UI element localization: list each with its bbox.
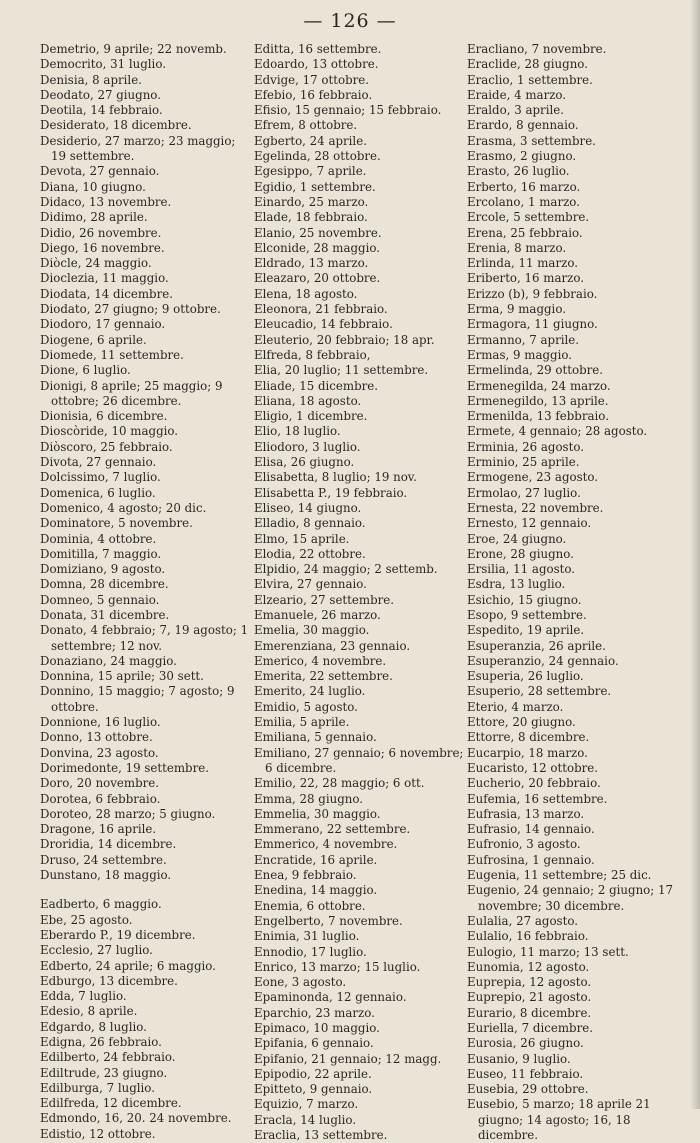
name-entry: Eraclide, 28 giugno.	[467, 57, 588, 72]
name-entry: Dominatore, 5 novembre.	[40, 516, 193, 531]
name-entry: Eraldo, 3 aprile.	[467, 103, 564, 118]
name-entry: Erasmo, 2 giugno.	[467, 149, 577, 164]
name-entry: Dorotea, 6 febbraio.	[40, 791, 161, 806]
name-entry: Engelberto, 7 novembre.	[254, 913, 403, 928]
name-entry: Erminia, 26 agosto.	[467, 439, 585, 454]
name-entry: Dunstano, 18 maggio.	[40, 868, 172, 883]
name-entry: Diodato, 27 giugno; 9 ottobre.	[40, 302, 221, 317]
name-entry: Eraide, 4 marzo.	[467, 87, 567, 102]
name-entry: Edilfreda, 12 dicembre.	[40, 1096, 182, 1111]
name-entry: Domitilla, 7 maggio.	[40, 546, 162, 561]
name-entry: Eleazaro, 20 ottobre.	[254, 271, 381, 286]
name-entry: Ermenegildo, 13 aprile.	[467, 393, 609, 408]
name-entry: Egidio, 1 settembre.	[254, 179, 376, 194]
name-entry: Ermolao, 27 luglio.	[467, 485, 581, 500]
name-entry: Dione, 6 luglio.	[40, 363, 131, 378]
name-entry: Emiliano, 27 gennaio; 6 novembre; 6 dicembre.	[254, 745, 464, 775]
name-entry: Domenica, 6 luglio.	[40, 485, 156, 500]
name-entry: Diego, 16 novembre.	[40, 240, 165, 255]
name-entry: Emelia, 30 maggio.	[254, 623, 370, 638]
name-entry: Eterio, 4 marzo.	[467, 699, 564, 714]
name-entry: Eliana, 18 agosto.	[254, 393, 362, 408]
name-entry: Eusebia, 29 ottobre.	[467, 1082, 589, 1097]
name-entry: Editta, 16 settembre.	[254, 42, 382, 56]
name-entry: Eurosia, 26 giugno.	[467, 1036, 584, 1051]
name-entry: Emerita, 22 settembre.	[254, 669, 393, 684]
name-entry: Eracliano, 7 novembre.	[467, 42, 607, 56]
name-entry: Ernesto, 12 gennaio.	[467, 516, 592, 531]
name-entry: Erena, 25 febbraio.	[467, 225, 583, 240]
name-entry: Eadberto, 6 maggio.	[40, 897, 162, 912]
name-entry: Enedina, 14 maggio.	[254, 883, 378, 898]
name-entry: Eracla, 14 luglio.	[254, 1112, 357, 1127]
name-entry: Dioscòride, 10 maggio.	[40, 424, 179, 439]
name-entry: Euriella, 7 dicembre.	[467, 1021, 593, 1035]
name-entry: Edberto, 24 aprile; 6 maggio.	[40, 958, 216, 973]
name-entry: Epitteto, 9 gennaio.	[254, 1082, 373, 1097]
name-entry: Egelinda, 28 ottobre.	[254, 149, 381, 164]
name-entry: Druso, 24 settembre.	[40, 852, 167, 867]
name-entry: Eusebio, 5 marzo; 18 aprile 21 giugno; 14 agosto; 16, 18 dicembre.	[467, 1097, 651, 1143]
name-entry: Donnina, 15 aprile; 30 sett.	[40, 669, 204, 684]
name-entry: Elena, 18 agosto.	[254, 286, 358, 301]
name-entry: Ermete, 4 gennaio; 28 agosto.	[467, 424, 648, 439]
name-entry: Eufrosina, 1 gennaio.	[467, 852, 595, 867]
name-entry: Egesippo, 7 aprile.	[254, 164, 367, 179]
name-entry: Eliseo, 14 giugno.	[254, 500, 362, 515]
name-entry: Erenia, 8 marzo.	[467, 240, 567, 255]
name-entry: Donata, 31 dicembre.	[40, 607, 170, 622]
name-entry: Emidio, 5 agosto.	[254, 699, 358, 714]
name-entry: Didaco, 13 novembre.	[40, 194, 172, 209]
name-entry: Ediltrude, 23 giugno.	[40, 1065, 168, 1080]
name-entry: Emmerico, 4 novembre.	[254, 837, 398, 852]
name-entry: Edistio, 12 ottobre.	[40, 1126, 156, 1141]
name-entry: Elvira, 27 gennaio.	[254, 577, 367, 592]
name-entry: Eulalia, 27 agosto.	[467, 913, 578, 928]
name-entry: Diòcle, 24 maggio.	[40, 256, 152, 271]
name-entry: Eleuterio, 20 febbraio; 18 apr.	[254, 332, 435, 347]
name-entry: Elodia, 22 ottobre.	[254, 546, 366, 561]
name-entry: Elpidio, 24 maggio; 2 settemb.	[254, 562, 438, 577]
name-entry: Elisabetta, 8 luglio; 19 nov.	[254, 470, 417, 485]
name-entry: Edilburga, 7 luglio.	[40, 1080, 155, 1095]
name-entry: Eucaristo, 12 ottobre.	[467, 760, 599, 775]
name-entry: Domneo, 5 gennaio.	[40, 592, 160, 607]
name-entry: Ettorre, 8 dicembre.	[467, 730, 590, 745]
name-entry: Ettore, 20 giugno.	[467, 715, 576, 730]
name-entry: Erone, 28 giugno.	[467, 546, 574, 561]
name-entry: Ercolano, 1 marzo.	[467, 194, 580, 209]
name-entry: Eroe, 24 giugno.	[467, 531, 567, 546]
name-entry: Diogene, 6 aprile.	[40, 332, 147, 347]
name-entry: Elio, 18 luglio.	[254, 424, 341, 439]
name-entry: Encratide, 16 aprile.	[254, 852, 378, 867]
name-entry: Diomede, 11 settembre.	[40, 347, 184, 362]
name-entry: Edmondo, 16, 20. 24 novembre.	[40, 1111, 232, 1126]
name-entry: Donato, 4 febbraio; 7, 19 agosto; 1 settembre; 12 nov.	[40, 623, 249, 653]
name-entry: Esuperanzio, 24 gennaio.	[467, 653, 619, 668]
name-entry: Elzeario, 27 settembre.	[254, 592, 394, 607]
name-entry: Eurario, 8 dicembre.	[467, 1005, 592, 1020]
name-entry: Donnione, 16 luglio.	[40, 715, 161, 730]
name-entry: Eliade, 15 dicembre.	[254, 378, 379, 393]
name-entry: Eraclio, 1 settembre.	[467, 72, 593, 87]
name-entry: Diòscoro, 25 febbraio.	[40, 439, 173, 454]
name-entry: Ermenilda, 13 febbraio.	[467, 409, 609, 424]
name-entry: Eligio, 1 dicembre.	[254, 409, 368, 424]
name-entry: Efebio, 16 febbraio.	[254, 87, 373, 102]
name-entry: Democrito, 31 luglio.	[40, 57, 166, 72]
name-entry: Dragone, 16 aprile.	[40, 822, 157, 837]
name-entry: Edburgo, 13 dicembre.	[40, 973, 178, 988]
name-entry: Emmerano, 22 settembre.	[254, 822, 411, 837]
name-entry: Einardo, 25 marzo.	[254, 194, 369, 209]
name-entry: Emilia, 5 aprile.	[254, 715, 350, 730]
name-entry: Diodoro, 17 gennaio.	[40, 317, 166, 332]
name-entry: Emmelia, 30 maggio.	[254, 806, 381, 821]
name-entry: Devota, 27 gennaio.	[40, 164, 160, 179]
name-entry: Elisabetta P., 19 febbraio.	[254, 485, 408, 500]
name-entry: Elconide, 28 maggio.	[254, 240, 380, 255]
name-entry: Epaminonda, 12 gennaio.	[254, 990, 407, 1005]
name-entry: Deodato, 27 giugno.	[40, 87, 161, 102]
name-entry: Edigna, 26 febbraio.	[40, 1035, 162, 1049]
name-entry: Egberto, 24 aprile.	[254, 133, 367, 148]
name-entry: Eulalio, 16 febbraio.	[467, 929, 589, 944]
name-entry: Domiziano, 9 agosto.	[40, 562, 166, 577]
name-entry: Elmo, 15 aprile.	[254, 531, 350, 546]
name-entry: Ennodio, 17 luglio.	[254, 944, 367, 959]
name-entry: Emilio, 22, 28 maggio; 6 ott.	[254, 776, 425, 791]
name-entry: Eucarpio, 18 marzo.	[467, 745, 588, 760]
name-entry: Elisa, 26 giugno.	[254, 455, 355, 470]
name-entry: Erasma, 3 settembre.	[467, 133, 596, 148]
name-entry: Elia, 20 luglio; 11 settembre.	[254, 363, 429, 378]
name-entry: Doro, 20 novembre.	[40, 776, 160, 791]
name-entry: Droridia, 14 dicembre.	[40, 837, 177, 852]
name-entry: Erminio, 25 aprile.	[467, 455, 580, 470]
name-entry: Desiderato, 18 dicembre.	[40, 118, 192, 133]
name-entry: Divota, 27 gennaio.	[40, 455, 157, 470]
name-entry: Euprepio, 21 agosto.	[467, 990, 592, 1005]
name-entry: Euseo, 11 febbraio.	[467, 1066, 584, 1081]
name-entry: Eulogio, 11 marzo; 13 sett.	[467, 944, 629, 959]
name-entry: Didio, 26 novembre.	[40, 225, 162, 240]
name-entry: Edvige, 17 ottobre.	[254, 72, 370, 87]
name-entry: Ermanno, 7 aprile.	[467, 332, 580, 347]
name-entry: Emanuele, 26 marzo.	[254, 607, 381, 622]
name-entry: Doroteo, 28 marzo; 5 giugno.	[40, 806, 216, 821]
name-entry: Enea, 9 febbraio.	[254, 868, 357, 883]
name-entry: Efrem, 8 ottobre.	[254, 118, 358, 133]
name-entry: Elade, 18 febbraio.	[254, 210, 368, 225]
name-entry: Elladio, 8 gennaio.	[254, 516, 366, 531]
name-entry: Demetrio, 9 aprile; 22 novemb.	[40, 42, 227, 56]
name-entry: Esichio, 15 giugno.	[467, 592, 582, 607]
name-entry: Ercole, 5 settembre.	[467, 210, 590, 225]
name-entry: Eraclia, 13 settembre.	[254, 1128, 388, 1143]
name-entry: Dolcissimo, 7 luglio.	[40, 470, 161, 485]
name-entry: Equizio, 7 marzo.	[254, 1097, 359, 1112]
page-edge-shadow	[690, 0, 700, 1109]
name-entry: Donaziano, 24 maggio.	[40, 653, 177, 668]
name-entry: Donvina, 23 agosto.	[40, 745, 159, 760]
name-entry: Eufrasia, 13 marzo.	[467, 806, 585, 821]
name-entry: Ermas, 9 maggio.	[467, 347, 573, 362]
name-entry: Esuperanzia, 26 aprile.	[467, 638, 606, 653]
name-entry: Eufemia, 16 settembre.	[467, 791, 608, 806]
page-number: — 126 —	[303, 10, 397, 32]
name-entry: Eucherio, 20 febbraio.	[467, 776, 601, 791]
name-entry: Eugenia, 11 settembre; 25 dic.	[467, 868, 652, 883]
name-entry: Erlinda, 11 marzo.	[467, 256, 578, 271]
name-entry: Elanio, 25 novembre.	[254, 225, 382, 240]
name-entry: Edesio, 8 aprile.	[40, 1004, 138, 1019]
name-entry: Euprepia, 12 agosto.	[467, 975, 592, 990]
name-entry: Eliodoro, 3 luglio.	[254, 439, 361, 454]
name-entry: Erma, 9 maggio.	[467, 302, 566, 317]
name-entry: Epifania, 6 gennaio.	[254, 1036, 374, 1051]
name-entry: Ermenegilda, 24 marzo.	[467, 378, 611, 393]
name-entry: Dorimedonte, 19 settembre.	[40, 760, 209, 775]
name-entry: Eleucadio, 14 febbraio.	[254, 317, 393, 332]
name-entry: Diana, 10 giugno.	[40, 179, 146, 194]
name-entry: Emerenziana, 23 gennaio.	[254, 638, 411, 653]
name-entry: Eriberto, 16 marzo.	[467, 271, 585, 286]
name-entry: Dominia, 4 ottobre.	[40, 531, 157, 546]
name-entry: Diodata, 14 dicembre.	[40, 286, 173, 301]
name-entry: Donnino, 15 maggio; 7 agosto; 9 ottobre.	[40, 684, 235, 714]
name-entry: Eberardo P., 19 dicembre.	[40, 927, 196, 942]
name-entry: Epimaco, 10 maggio.	[254, 1021, 380, 1035]
name-entry: Epipodio, 22 aprile.	[254, 1066, 372, 1081]
name-entry: Dioclezia, 11 maggio.	[40, 271, 169, 286]
name-entry: Ermelinda, 29 ottobre.	[467, 363, 604, 378]
name-entry: Elfreda, 8 febbraio,	[254, 347, 371, 362]
name-entry: Denisia, 8 aprile.	[40, 72, 142, 87]
name-entry: Dionisia, 6 dicembre.	[40, 409, 168, 424]
name-entry: Eldrado, 13 marzo.	[254, 256, 369, 271]
name-entry: Desiderio, 27 marzo; 23 maggio; 19 settembre.	[40, 133, 236, 164]
name-entry: Eufrasio, 14 gennaio.	[467, 822, 595, 837]
name-entry: Eusanio, 9 luglio.	[467, 1051, 571, 1066]
name-entry: Eufronio, 3 agosto.	[467, 837, 581, 852]
name-entry: Esuperio, 28 settembre.	[467, 684, 612, 699]
name-entry: Eone, 3 agosto.	[254, 975, 347, 990]
name-entry: Enemia, 6 ottobre.	[254, 898, 366, 913]
name-entry: Eunomia, 12 agosto.	[467, 959, 590, 974]
name-entry: Esopo, 9 settembre.	[467, 607, 587, 622]
name-entry: Esuperia, 26 luglio.	[467, 669, 584, 684]
name-entry: Ebe, 25 agosto.	[40, 912, 133, 927]
name-entry: Eugenio, 24 gennaio; 2 giugno; 17 novembre; 30 dicembre.	[467, 883, 674, 913]
name-entry: Donno, 13 ottobre.	[40, 730, 153, 745]
name-entry: Esdra, 13 luglio.	[467, 577, 566, 592]
name-entry: Didimo, 28 aprile.	[40, 210, 148, 225]
name-entry: Epifanio, 21 gennaio; 12 magg.	[254, 1051, 442, 1066]
column-2	[254, 42, 466, 1143]
name-entry: Emma, 28 giugno.	[254, 791, 363, 806]
name-entry: Eparchio, 23 marzo.	[254, 1005, 375, 1020]
name-entry: Erasto, 26 luglio.	[467, 164, 570, 179]
name-entry: Emerico, 4 novembre.	[254, 653, 387, 668]
name-entry: Edilberto, 24 febbraio.	[40, 1050, 176, 1065]
section-gap	[40, 883, 250, 897]
name-entry: Edgardo, 8 luglio.	[40, 1019, 147, 1034]
column-3	[467, 42, 693, 1143]
name-entry: Ecclesio, 27 luglio.	[40, 943, 153, 958]
name-entry: Dionigi, 8 aprile; 25 maggio; 9 ottobre; 26 dicembre.	[40, 378, 223, 408]
name-entry: Emerito, 24 luglio.	[254, 684, 366, 699]
name-entry: Emiliana, 5 gennaio.	[254, 730, 377, 745]
name-entry: Edda, 7 luglio.	[40, 989, 127, 1004]
name-entry: Eleonora, 21 febbraio.	[254, 302, 388, 317]
name-entry: Erizzo (b), 9 febbraio.	[467, 286, 598, 301]
name-entry: Espedito, 19 aprile.	[467, 623, 585, 638]
name-entry: Deotila, 14 febbraio.	[40, 103, 163, 118]
name-entry: Efisio, 15 gennaio; 15 febbraio.	[254, 103, 442, 118]
name-entry: Ernesta, 22 novembre.	[467, 500, 604, 515]
name-entry: Erberto, 16 marzo.	[467, 179, 581, 194]
name-entry: Domna, 28 dicembre.	[40, 577, 169, 592]
name-entry: Enrico, 13 marzo; 15 luglio.	[254, 959, 421, 974]
column-1	[40, 42, 250, 1142]
name-entry: Ermogene, 23 agosto.	[467, 470, 599, 485]
name-entry: Enimia, 31 luglio.	[254, 929, 360, 944]
name-entry: Edoardo, 13 ottobre.	[254, 57, 379, 72]
name-entry: Domenico, 4 agosto; 20 dic.	[40, 500, 207, 515]
name-entry: Ermagora, 11 giugno.	[467, 317, 598, 332]
name-entry: Ersilia, 11 agosto.	[467, 562, 576, 577]
name-entry: Erardo, 8 gennaio.	[467, 118, 579, 133]
